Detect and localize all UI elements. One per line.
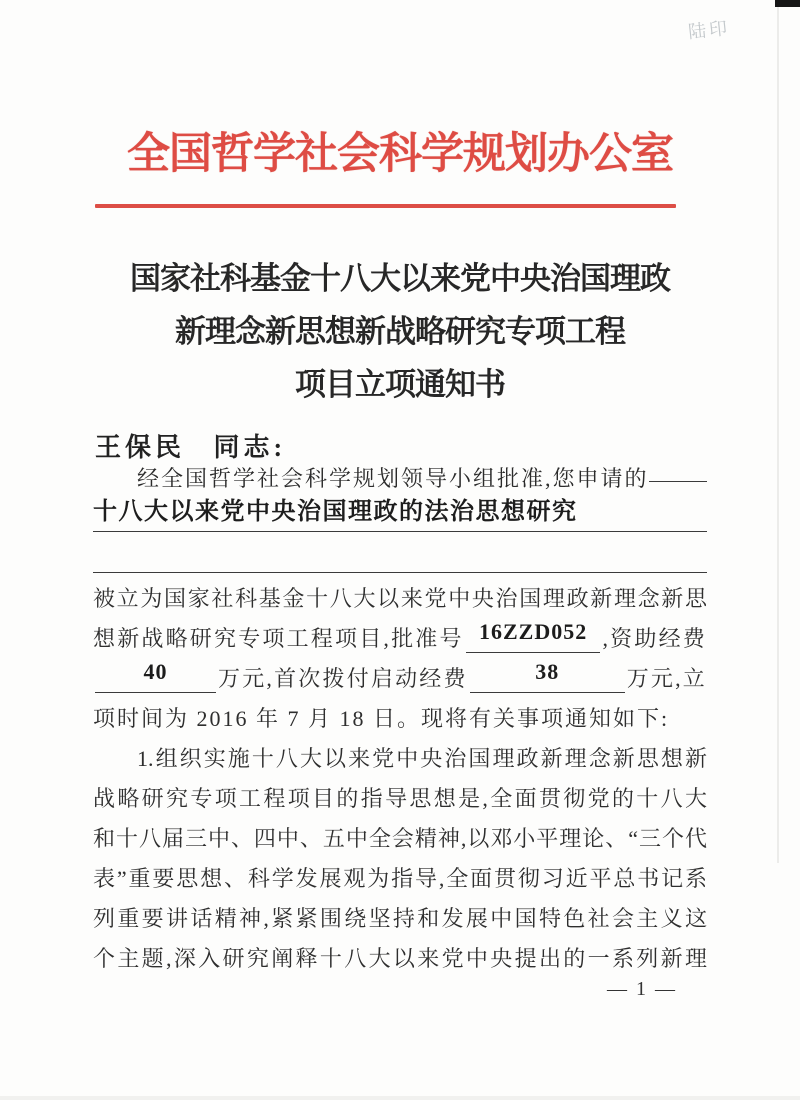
paragraph1-line-4: 表”重要思想、科学发展观为指导,全面贯彻习近平总书记系 — [93, 866, 707, 891]
body-line-approval-number — [93, 619, 707, 659]
grant-amount-value: 40 — [143, 659, 168, 684]
scan-bottom-edge — [0, 1096, 800, 1100]
salutation — [95, 430, 286, 466]
grant-amount-fill — [93, 659, 218, 699]
document-title-line-1: 国家社科基金十八大以来党中央治国理政 — [130, 261, 670, 296]
document-title — [0, 252, 800, 411]
paragraph1-line-2: 战略研究专项工程项目的指导思想是,全面贯彻党的十八大 — [93, 786, 707, 811]
page-number: — 1 — — [607, 978, 677, 1000]
initial-payment-value: 38 — [535, 659, 560, 684]
paragraph1-line-6: 个主题,深入研究阐释十八大以来党中央提出的一系列新理 — [93, 946, 707, 971]
document-title-line-3: 项目立项通知书 — [295, 367, 505, 402]
salutation-suffix: 同志: — [213, 433, 287, 462]
amounts-mid-text: 万元,首次拨付启动经费 — [218, 666, 468, 691]
approval-pre-text: 想新战略研究专项工程项目,批准号 — [93, 626, 464, 651]
body-line-1: 被立为国家社科基金十八大以来党中央治国理政新理念新思 — [93, 586, 707, 611]
paragraph1-line-5: 列重要讲话精神,紧紧围绕坚持和发展中国特色社会主义这 — [93, 906, 707, 931]
handwritten-mark: 陆印 — [687, 17, 732, 43]
grant-amount-underline — [95, 692, 216, 693]
body-text — [93, 579, 707, 979]
project-title-fill: 十八大以来党中央治国理政的法治思想研究 — [93, 497, 707, 532]
approval-number-underline — [466, 652, 601, 653]
amounts-post-text: 万元,立 — [626, 666, 707, 691]
paragraph1-line-1: 1.组织实施十八大以来党中央治国理政新理念新思想新 — [137, 746, 707, 771]
initial-payment-fill — [468, 659, 627, 699]
intro-line — [93, 463, 707, 494]
document-title-line-2: 新理念新思想新战略研究专项工程 — [175, 314, 625, 349]
issuing-org-title: 全国哲学社会科学规划办公室 — [127, 131, 673, 178]
initial-payment-underline — [470, 692, 625, 693]
intro-text: 经全国哲学社会科学规划领导小组批准,您申请的 — [137, 466, 649, 491]
paragraph1-line-3: 和十八届三中、四中、五中全会精神,以邓小平理论、“三个代 — [93, 826, 707, 851]
recipient-name: 王保民 — [95, 433, 186, 462]
approval-post-text: ,资助经费 — [602, 626, 707, 651]
body-line-amounts — [93, 659, 707, 699]
body-line-date: 项时间为 2016 年 7 月 18 日。现将有关事项通知如下: — [93, 706, 670, 731]
blank-fill-line — [93, 531, 707, 573]
approval-number-fill — [464, 619, 603, 659]
scan-corner-artifact — [775, 0, 800, 7]
approval-number-value: 16ZZD052 — [478, 619, 588, 644]
letterhead-divider-rule — [95, 204, 676, 208]
